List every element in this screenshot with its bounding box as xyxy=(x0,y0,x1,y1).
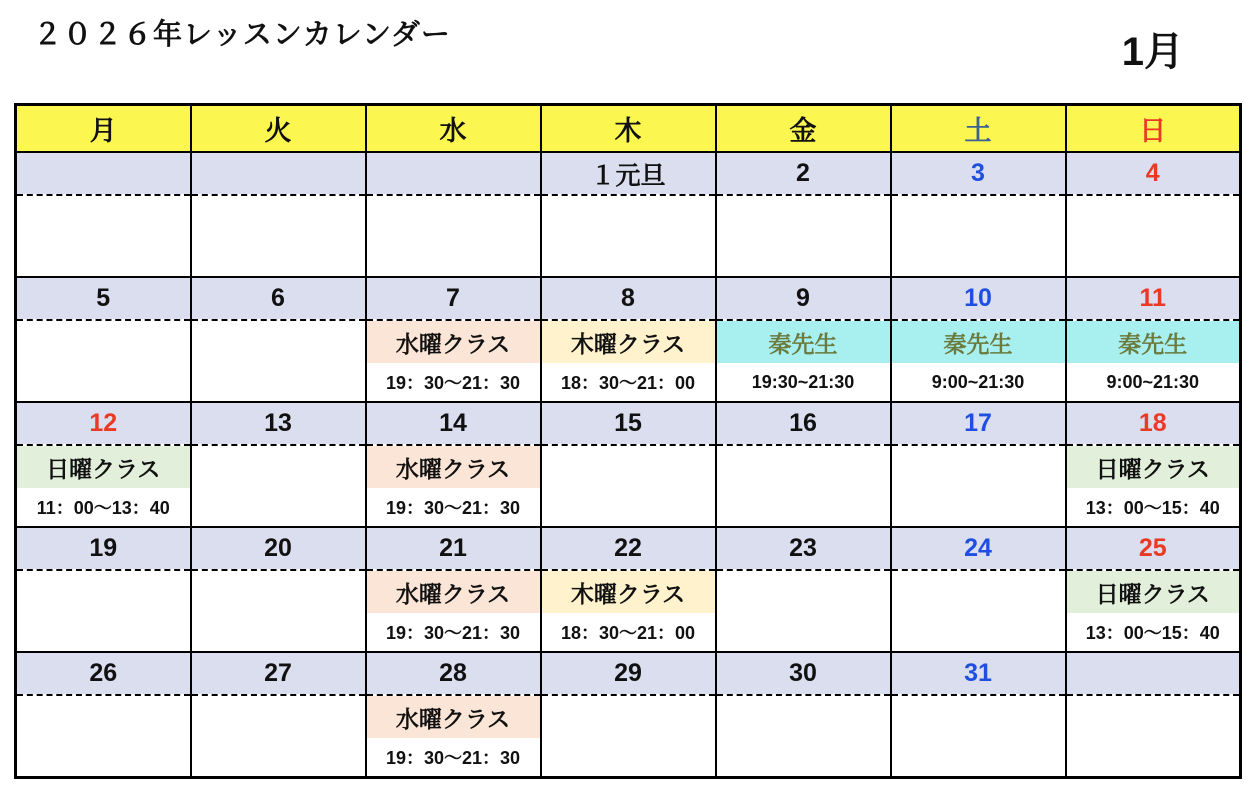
empty-time-cell xyxy=(541,488,716,527)
empty-class-cell xyxy=(716,695,891,738)
empty-class-cell xyxy=(191,445,366,488)
weekday-header-row xyxy=(16,105,1241,153)
page-title: ２０２６年レッスンカレンダー xyxy=(33,19,451,51)
week-5-date-row xyxy=(16,652,1241,695)
week-4-date-row xyxy=(16,527,1241,570)
empty-time-cell xyxy=(366,238,541,277)
weekday-header-4: 金 xyxy=(716,105,891,153)
week-4-class-row xyxy=(16,570,1241,613)
date-cell: 23 xyxy=(716,527,891,570)
month-label: 1月 xyxy=(1121,30,1184,74)
empty-time-cell xyxy=(191,613,366,652)
week-1-class-row xyxy=(16,195,1241,238)
empty-class-cell xyxy=(1066,695,1241,738)
empty-time-cell xyxy=(891,488,1066,527)
empty-class-cell xyxy=(541,195,716,238)
empty-class-cell xyxy=(191,320,366,363)
calendar-table xyxy=(14,103,1242,779)
date-cell: 12 xyxy=(16,402,191,445)
empty-class-cell xyxy=(16,320,191,363)
empty-time-cell xyxy=(541,238,716,277)
empty-class-cell xyxy=(716,570,891,613)
empty-time-cell xyxy=(891,738,1066,778)
date-cell: 25 xyxy=(1066,527,1241,570)
week-2-class-row xyxy=(16,320,1241,363)
date-cell: １元旦 xyxy=(541,152,716,195)
date-cell: 9 xyxy=(716,277,891,320)
empty-time-cell xyxy=(16,363,191,402)
empty-time-cell xyxy=(716,488,891,527)
week-5-class-row xyxy=(16,695,1241,738)
week-2-time-row xyxy=(16,363,1241,402)
empty-time-cell xyxy=(541,738,716,778)
class-time-cell: 9:00~21:30 xyxy=(891,363,1066,402)
calendar-header xyxy=(0,0,1256,91)
week-3-date-row xyxy=(16,402,1241,445)
class-label-cell: 日曜クラス xyxy=(1066,445,1241,488)
empty-class-cell xyxy=(1066,195,1241,238)
class-label-cell: 水曜クラス xyxy=(366,445,541,488)
date-cell: 30 xyxy=(716,652,891,695)
class-label-cell: 水曜クラス xyxy=(366,695,541,738)
empty-class-cell xyxy=(191,195,366,238)
date-cell: 31 xyxy=(891,652,1066,695)
empty-time-cell xyxy=(716,613,891,652)
class-time-cell: 19：30～21：30 xyxy=(366,738,541,778)
date-cell: 28 xyxy=(366,652,541,695)
empty-class-cell xyxy=(891,195,1066,238)
date-cell: 3 xyxy=(891,152,1066,195)
date-cell: 16 xyxy=(716,402,891,445)
weekday-header-0: 月 xyxy=(16,105,191,153)
empty-time-cell xyxy=(16,238,191,277)
date-cell: 24 xyxy=(891,527,1066,570)
class-time-cell: 11：00～13：40 xyxy=(16,488,191,527)
class-time-cell: 19：30～21：30 xyxy=(366,363,541,402)
weekday-header-1: 火 xyxy=(191,105,366,153)
empty-class-cell xyxy=(891,445,1066,488)
date-cell: 4 xyxy=(1066,152,1241,195)
empty-time-cell xyxy=(716,238,891,277)
weekday-header-6: 日 xyxy=(1066,105,1241,153)
empty-time-cell xyxy=(1066,238,1241,277)
date-cell: 17 xyxy=(891,402,1066,445)
empty-class-cell xyxy=(191,570,366,613)
empty-class-cell xyxy=(16,570,191,613)
class-time-cell: 19:30~21:30 xyxy=(716,363,891,402)
class-label-cell: 秦先生 xyxy=(716,320,891,363)
empty-time-cell xyxy=(716,738,891,778)
class-label-cell: 秦先生 xyxy=(891,320,1066,363)
class-label-cell: 水曜クラス xyxy=(366,320,541,363)
class-label-cell: 日曜クラス xyxy=(1066,570,1241,613)
date-cell: 11 xyxy=(1066,277,1241,320)
date-cell: 22 xyxy=(541,527,716,570)
empty-class-cell xyxy=(541,445,716,488)
week-4-time-row xyxy=(16,613,1241,652)
date-cell: 18 xyxy=(1066,402,1241,445)
weekday-header-2: 水 xyxy=(366,105,541,153)
empty-class-cell xyxy=(16,695,191,738)
empty-date-cell xyxy=(366,152,541,195)
date-cell: 10 xyxy=(891,277,1066,320)
date-cell: 27 xyxy=(191,652,366,695)
date-cell: 14 xyxy=(366,402,541,445)
week-3-class-row xyxy=(16,445,1241,488)
class-label-cell: 日曜クラス xyxy=(16,445,191,488)
weekday-header-5: 土 xyxy=(891,105,1066,153)
empty-time-cell xyxy=(891,238,1066,277)
empty-class-cell xyxy=(891,695,1066,738)
week-2-date-row xyxy=(16,277,1241,320)
class-time-cell: 18：30～21：00 xyxy=(541,363,716,402)
empty-time-cell xyxy=(191,488,366,527)
empty-date-cell xyxy=(16,152,191,195)
class-time-cell: 13：00～15：40 xyxy=(1066,488,1241,527)
weekday-header-3: 木 xyxy=(541,105,716,153)
empty-class-cell xyxy=(716,445,891,488)
date-cell: 8 xyxy=(541,277,716,320)
date-cell: 19 xyxy=(16,527,191,570)
date-cell: 20 xyxy=(191,527,366,570)
empty-date-cell xyxy=(191,152,366,195)
week-1-date-row xyxy=(16,152,1241,195)
date-cell: 29 xyxy=(541,652,716,695)
empty-class-cell xyxy=(891,570,1066,613)
date-cell: 7 xyxy=(366,277,541,320)
week-1-time-row xyxy=(16,238,1241,277)
class-label-cell: 水曜クラス xyxy=(366,570,541,613)
empty-time-cell xyxy=(191,738,366,778)
class-label-cell: 秦先生 xyxy=(1066,320,1241,363)
empty-class-cell xyxy=(541,695,716,738)
empty-time-cell xyxy=(191,238,366,277)
class-label-cell: 木曜クラス xyxy=(541,570,716,613)
class-time-cell: 19：30～21：30 xyxy=(366,613,541,652)
date-cell: 26 xyxy=(16,652,191,695)
week-5-time-row xyxy=(16,738,1241,778)
date-cell: 6 xyxy=(191,277,366,320)
empty-time-cell xyxy=(891,613,1066,652)
class-time-cell: 19：30～21：30 xyxy=(366,488,541,527)
class-label-cell: 木曜クラス xyxy=(541,320,716,363)
week-3-time-row xyxy=(16,488,1241,527)
date-cell: 2 xyxy=(716,152,891,195)
empty-class-cell xyxy=(366,195,541,238)
empty-date-cell xyxy=(1066,652,1241,695)
date-cell: 5 xyxy=(16,277,191,320)
empty-class-cell xyxy=(716,195,891,238)
empty-class-cell xyxy=(16,195,191,238)
class-time-cell: 18：30～21：00 xyxy=(541,613,716,652)
date-cell: 15 xyxy=(541,402,716,445)
date-cell: 13 xyxy=(191,402,366,445)
empty-class-cell xyxy=(191,695,366,738)
class-time-cell: 13：00～15：40 xyxy=(1066,613,1241,652)
empty-time-cell xyxy=(16,613,191,652)
date-cell: 21 xyxy=(366,527,541,570)
empty-time-cell xyxy=(191,363,366,402)
empty-time-cell xyxy=(1066,738,1241,778)
class-time-cell: 9:00~21:30 xyxy=(1066,363,1241,402)
empty-time-cell xyxy=(16,738,191,778)
